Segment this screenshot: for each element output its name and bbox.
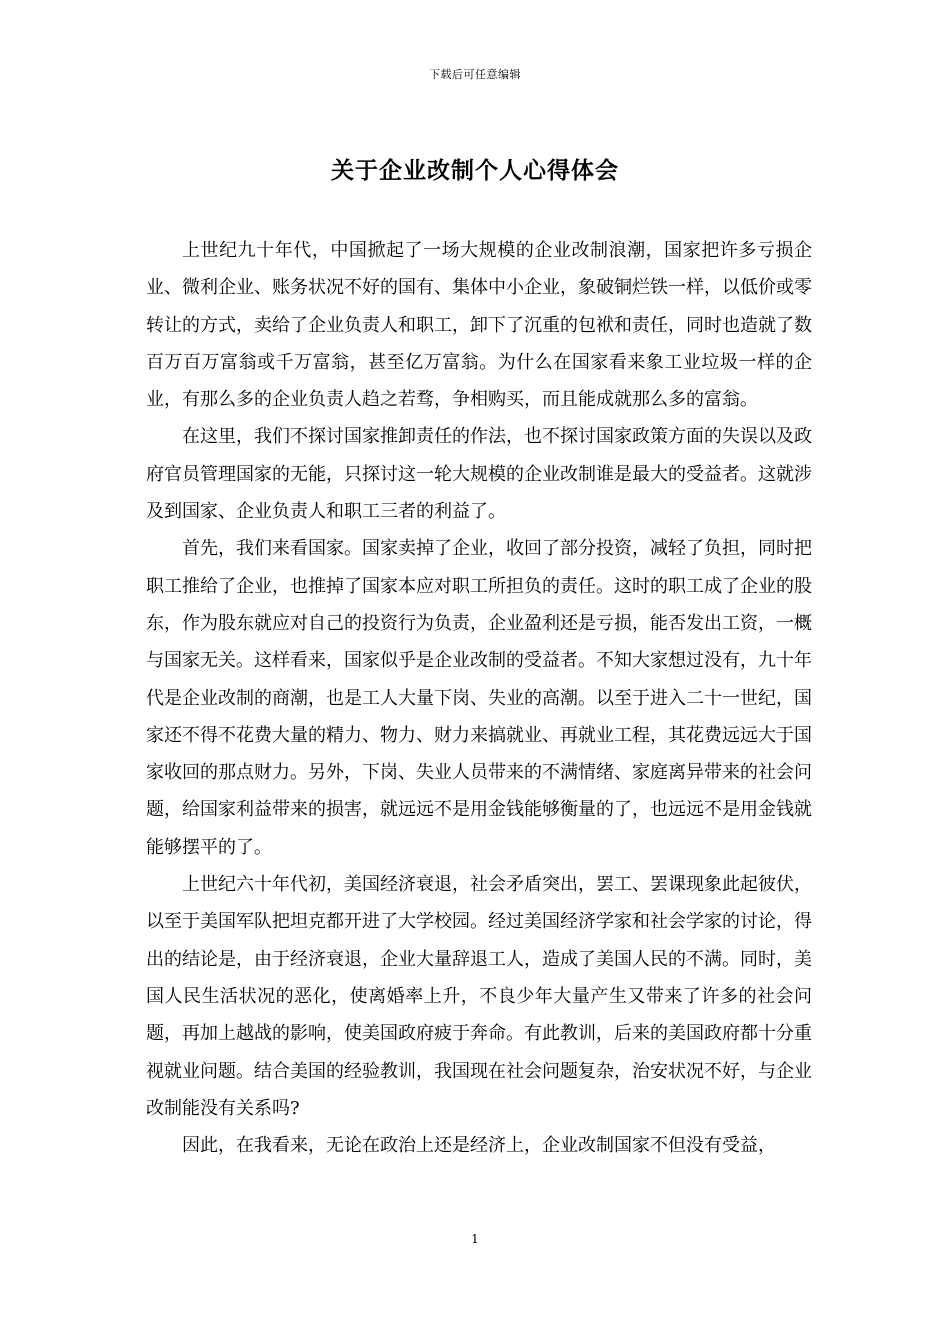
paragraph: 上世纪六十年代初，美国经济衰退，社会矛盾突出，罢工、罢课现象此起彼伏，以至于美国军队把坦克都开进了大学校园。经过美国经济学家和社会学家的讨论，得出的结论是，由于经济衰退，企业大量辞退工人，造成了美国人民的不满。同时，美国人民生活状况的恶化，使离婚率上升，不良少年大量产生又带来了许多的社会问题，再加上越战的影响，使美国政府疲于奔命。有此教训，后来的美国政府都十分重视就业问题。结合美国的经验教训，我国现在社会问题复杂，治安状况不好，与企业改制能没有关系吗? — [146, 874, 812, 1119]
document-body — [146, 232, 812, 1164]
paragraph: 在这里，我们不探讨国家推卸责任的作法，也不探讨国家政策方面的失误以及政府官员管理国家的无能，只探讨这一轮大规模的企业改制谁是最大的受益者。这就涉及到国家、企业负责人和职工三者的利益了。 — [146, 426, 812, 523]
document-title: 关于企业改制个人心得体会 — [331, 157, 619, 184]
paragraph: 首先，我们来看国家。国家卖掉了企业，收回了部分投资，减轻了负担，同时把职工推给了企业，也推掉了国家本应对职工所担负的责任。这时的职工成了企业的股东，作为股东就应对自己的投资行为负责，企业盈利还是亏损，能否发出工资，一概与国家无关。这样看来，国家似乎是企业改制的受益者。不知大家想过没有，九十年代是企业改制的商潮，也是工人大量下岗、失业的高潮。以至于进入二十一世纪，国家还不得不花费大量的精力、物力、财力来搞就业、再就业工程，其花费远远大于国家收回的那点财力。另外，下岗、失业人员带来的不满情绪、家庭离异带来的社会问题，给国家利益带来的损害，就远远不是用金钱能够衡量的了，也远远不是用金钱就能够摆平的了。 — [146, 538, 812, 858]
paragraph: 上世纪九十年代，中国掀起了一场大规模的企业改制浪潮，国家把许多亏损企业、微利企业、账务状况不好的国有、集体中小企业，象破铜烂铁一样，以低价或零转让的方式，卖给了企业负责人和职工，卸下了沉重的包袱和责任，同时也造就了数百万百万富翁或千万富翁，甚至亿万富翁。为什么在国家看来象工业垃圾一样的企业，有那么多的企业负责人趋之若骛，争相购买，而且能成就那么多的富翁。 — [146, 240, 812, 411]
page-header: 下载后可任意编辑 — [429, 68, 521, 81]
paragraph: 因此，在我看来，无论在政治上还是经济上，企业改制国家不但没有受益， — [182, 1135, 776, 1157]
page-number: 1 — [471, 1232, 479, 1246]
